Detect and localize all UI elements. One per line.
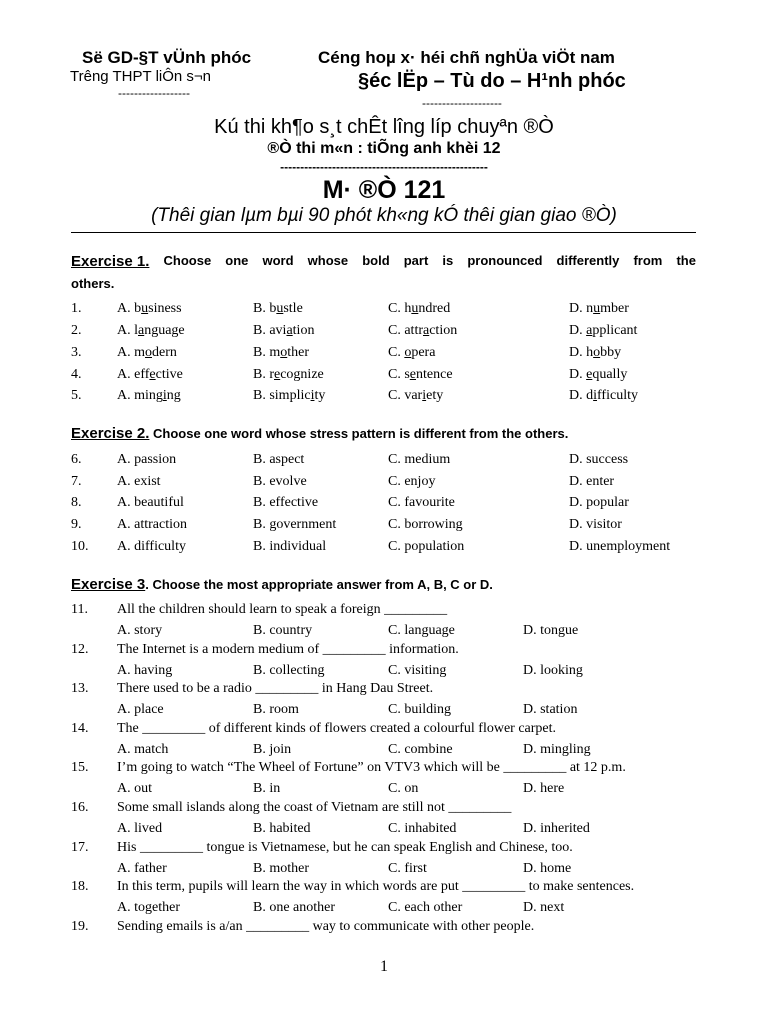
- underlined-part: e: [586, 367, 593, 382]
- underlined-part: a: [286, 323, 293, 338]
- exercise3-label: Exercise 3: [71, 576, 146, 593]
- answer-option: B. in: [253, 781, 281, 797]
- option-text: ty: [314, 388, 326, 403]
- exercise2-label: Exercise 2.: [71, 425, 150, 442]
- underlined-part: i: [422, 388, 427, 403]
- option-text: A. b: [117, 301, 142, 316]
- answer-option: B. one another: [253, 900, 336, 916]
- answer-option: A. father: [117, 860, 167, 876]
- answer-option: C. inhabited: [388, 821, 457, 836]
- exercise3-instruction: . Choose the most appropriate answer from A, B, C or D.: [145, 577, 493, 592]
- answer-option: [253, 367, 324, 383]
- answer-option: D. next: [523, 900, 565, 916]
- answer-option: D. inherited: [523, 821, 590, 836]
- underlined-part: e: [409, 367, 417, 382]
- answer-option: C. language: [388, 623, 455, 638]
- answer-option: C. first: [388, 860, 427, 876]
- answer-option: [253, 301, 303, 317]
- answer-option: [253, 388, 325, 404]
- option-text: ng: [166, 388, 181, 403]
- answer-option: [388, 388, 443, 404]
- answer-option: C. each other: [388, 900, 463, 916]
- answer-option: D. mingling: [523, 741, 591, 757]
- underlined-part: i: [310, 388, 315, 403]
- option-text: D. h: [569, 345, 594, 360]
- question-number: 19.: [71, 918, 89, 934]
- answer-option: C. visiting: [388, 662, 447, 678]
- option-text: B. b: [253, 301, 277, 316]
- answer-option: D. unemployment: [569, 539, 671, 554]
- exam-title: Kú thi kh¶o s¸t chÊt lîng líp chuyªn ®Ò: [214, 116, 554, 138]
- answer-option: A. exist: [117, 474, 161, 489]
- answer-option: C. population: [388, 539, 465, 554]
- answer-option: A. lived: [117, 821, 163, 836]
- underlined-part: e: [274, 367, 281, 382]
- option-text: tion: [292, 323, 315, 338]
- question-number: 3.: [71, 345, 82, 360]
- question-number: 16.: [71, 800, 89, 815]
- option-text: D.: [569, 323, 587, 338]
- answer-option: [388, 367, 453, 383]
- answer-option: C. medium: [388, 452, 451, 467]
- answer-option: [117, 388, 181, 404]
- answer-option: A. match: [117, 741, 169, 757]
- exercise2-instruction: Choose one word whose stress pattern is different from the others.: [149, 426, 569, 441]
- answer-option: D. popular: [569, 495, 629, 510]
- exercise2-heading: [71, 425, 568, 442]
- answer-option: B. room: [253, 702, 299, 718]
- answer-option: B. country: [253, 623, 313, 638]
- option-text: bby: [600, 345, 622, 360]
- exercise1-instruction-end: others.: [71, 276, 115, 291]
- question-stem: Sending emails is a/an _________ way to communicate with other people.: [117, 918, 535, 934]
- answer-option: C. building: [388, 702, 452, 718]
- exam-subject: ®Ò thi m«n : tiÕng anh khèi 12: [267, 140, 501, 157]
- answer-option: B. government: [253, 517, 337, 532]
- answer-option: [569, 345, 621, 361]
- underlined-part: a: [138, 323, 145, 338]
- option-text: qually: [592, 367, 628, 382]
- answer-option: B. evolve: [253, 474, 307, 489]
- question-number: 11.: [71, 602, 88, 617]
- option-text: A. m: [117, 345, 145, 360]
- question-stem: In this term, pupils will learn the way in which words are put _________ to make sentences.: [117, 879, 635, 895]
- option-text: B. avi: [253, 323, 287, 338]
- question-number: 4.: [71, 367, 82, 382]
- answer-option: [388, 301, 450, 317]
- answer-option: A. having: [117, 662, 173, 678]
- option-text: C.: [388, 345, 405, 360]
- option-text: C. attr: [388, 323, 423, 338]
- exam-divider: ----------------------------------------------------: [280, 160, 488, 174]
- answer-option: [117, 345, 177, 361]
- answer-option: C. borrowing: [388, 517, 463, 532]
- question-number: 15.: [71, 760, 89, 776]
- answer-option: [253, 323, 314, 339]
- option-text: D. d: [569, 388, 594, 403]
- option-text: ctive: [155, 367, 183, 382]
- option-text: pplicant: [592, 323, 638, 338]
- option-text: siness: [148, 301, 182, 316]
- answer-option: D. home: [523, 860, 572, 876]
- answer-option: C. combine: [388, 741, 453, 757]
- underlined-part: i: [593, 388, 598, 403]
- exam-time-note: (Thêi gian lµm bµi 90 phót kh«ng kÓ thêi gian giao ®Ò): [151, 205, 617, 226]
- option-text: D. n: [569, 301, 594, 316]
- answer-option: B. individual: [253, 539, 327, 554]
- option-text: dern: [152, 345, 177, 360]
- option-text: B. r: [253, 367, 274, 382]
- country-name: Céng hoµ x· héi chñ nghÜa viÖt nam: [318, 48, 615, 67]
- answer-option: [253, 345, 309, 361]
- underlined-part: u: [411, 301, 419, 316]
- option-text: C. h: [388, 301, 412, 316]
- question-number: 13.: [71, 681, 89, 697]
- exercise1-heading: Exercise 1. Choose one word whose bold part is pronounced differently from the: [71, 253, 696, 270]
- right-divider: --------------------: [422, 96, 502, 110]
- option-text: fficulty: [597, 388, 638, 403]
- option-text: C. var: [388, 388, 423, 403]
- question-stem: His _________ tongue is Vietnamese, but he can speak English and Chinese, too.: [117, 839, 573, 855]
- answer-option: [117, 367, 183, 383]
- page-number: 1: [380, 958, 388, 975]
- answer-option: C. favourite: [388, 495, 455, 510]
- answer-option: D. enter: [569, 474, 615, 489]
- question-stem: The Internet is a modern medium of _________ information.: [117, 641, 459, 657]
- answer-option: B. join: [253, 741, 292, 757]
- question-number: 17.: [71, 839, 89, 855]
- answer-option: D. success: [569, 452, 629, 467]
- question-number: 14.: [71, 720, 89, 736]
- answer-option: D. visitor: [569, 517, 622, 532]
- answer-option: A. passion: [117, 452, 177, 467]
- exercise1-label: Exercise 1.: [71, 253, 150, 270]
- question-stem: I’m going to watch “The Wheel of Fortune” on VTV3 which will be _________ at 12 p.m.: [117, 760, 626, 776]
- answer-option: [388, 323, 457, 339]
- question-number: 7.: [71, 474, 82, 489]
- question-number: 6.: [71, 452, 82, 467]
- answer-option: B. collecting: [253, 662, 325, 678]
- option-text: ety: [426, 388, 444, 403]
- answer-option: C. enjoy: [388, 474, 436, 489]
- answer-option: B. habited: [253, 821, 311, 836]
- option-text: D.: [569, 367, 587, 382]
- underlined-part: u: [276, 301, 284, 316]
- option-text: ther: [287, 345, 309, 360]
- question-stem: The _________ of different kinds of flowers created a colourful flower carpet.: [117, 720, 557, 736]
- option-text: mber: [600, 301, 629, 316]
- answer-option: [569, 323, 637, 339]
- school-name: Trêng THPT liÔn s¬n: [70, 68, 212, 85]
- answer-option: C. on: [388, 781, 419, 797]
- underlined-part: u: [593, 301, 601, 316]
- answer-option: D. station: [523, 702, 578, 718]
- option-text: A. eff: [117, 367, 150, 382]
- option-text: cognize: [280, 367, 324, 382]
- underlined-part: e: [149, 367, 156, 382]
- exam-code: M· ®Ò 121: [322, 176, 446, 204]
- answer-option: A. place: [117, 702, 164, 718]
- answer-option: D. here: [523, 781, 565, 797]
- underlined-part: a: [423, 323, 430, 338]
- answer-option: B. mother: [253, 860, 309, 876]
- left-divider: ------------------: [118, 86, 190, 100]
- question-number: 2.: [71, 323, 82, 338]
- underlined-part: o: [593, 345, 601, 360]
- question-number: 12.: [71, 641, 89, 657]
- answer-option: [388, 345, 435, 361]
- answer-option: [117, 301, 182, 317]
- answer-option: [569, 301, 629, 317]
- underlined-part: a: [586, 323, 593, 338]
- option-text: stle: [283, 301, 303, 316]
- question-stem: All the children should learn to speak a foreign _________: [117, 602, 448, 617]
- answer-option: [569, 388, 638, 404]
- option-text: ntence: [416, 367, 453, 382]
- answer-option: [117, 323, 185, 339]
- question-number: 5.: [71, 388, 82, 403]
- underlined-part: u: [141, 301, 149, 316]
- answer-option: D. looking: [523, 662, 583, 678]
- option-text: B. m: [253, 345, 281, 360]
- underlined-part: o: [404, 345, 412, 360]
- underlined-part: o: [145, 345, 152, 360]
- header-rule: [71, 232, 696, 233]
- answer-option: A. attraction: [117, 517, 187, 532]
- answer-option: B. effective: [253, 495, 319, 510]
- option-text: B. simplic: [253, 388, 311, 403]
- national-motto: §éc lËp – Tù do – H¹nh phóc: [358, 70, 626, 92]
- underlined-part: o: [280, 345, 288, 360]
- answer-option: A. difficulty: [117, 539, 186, 554]
- answer-option: A. beautiful: [117, 495, 184, 510]
- exercise3-heading: [71, 576, 493, 593]
- answer-option: A. story: [117, 623, 163, 638]
- question-number: 10.: [71, 539, 89, 554]
- option-text: ndred: [418, 301, 451, 316]
- option-text: A. l: [117, 323, 138, 338]
- department-name: Së GD-§T vÜnh phóc: [82, 48, 252, 67]
- question-stem: There used to be a radio _________ in Hang Dau Street.: [117, 681, 434, 697]
- question-number: 1.: [71, 301, 82, 316]
- underlined-part: i: [162, 388, 167, 403]
- question-number: 18.: [71, 879, 89, 895]
- option-text: C. s: [388, 367, 410, 382]
- answer-option: [569, 367, 627, 383]
- answer-option: A. out: [117, 781, 152, 797]
- answer-option: A. together: [117, 900, 180, 916]
- question-number: 8.: [71, 495, 82, 510]
- option-text: pera: [411, 345, 436, 360]
- answer-option: B. aspect: [253, 452, 305, 467]
- question-number: 9.: [71, 517, 82, 532]
- answer-option: D. tongue: [523, 623, 579, 638]
- option-text: ction: [429, 323, 458, 338]
- option-text: A. ming: [117, 388, 163, 403]
- option-text: nguage: [144, 323, 185, 338]
- question-stem: Some small islands along the coast of Vietnam are still not _________: [117, 800, 512, 815]
